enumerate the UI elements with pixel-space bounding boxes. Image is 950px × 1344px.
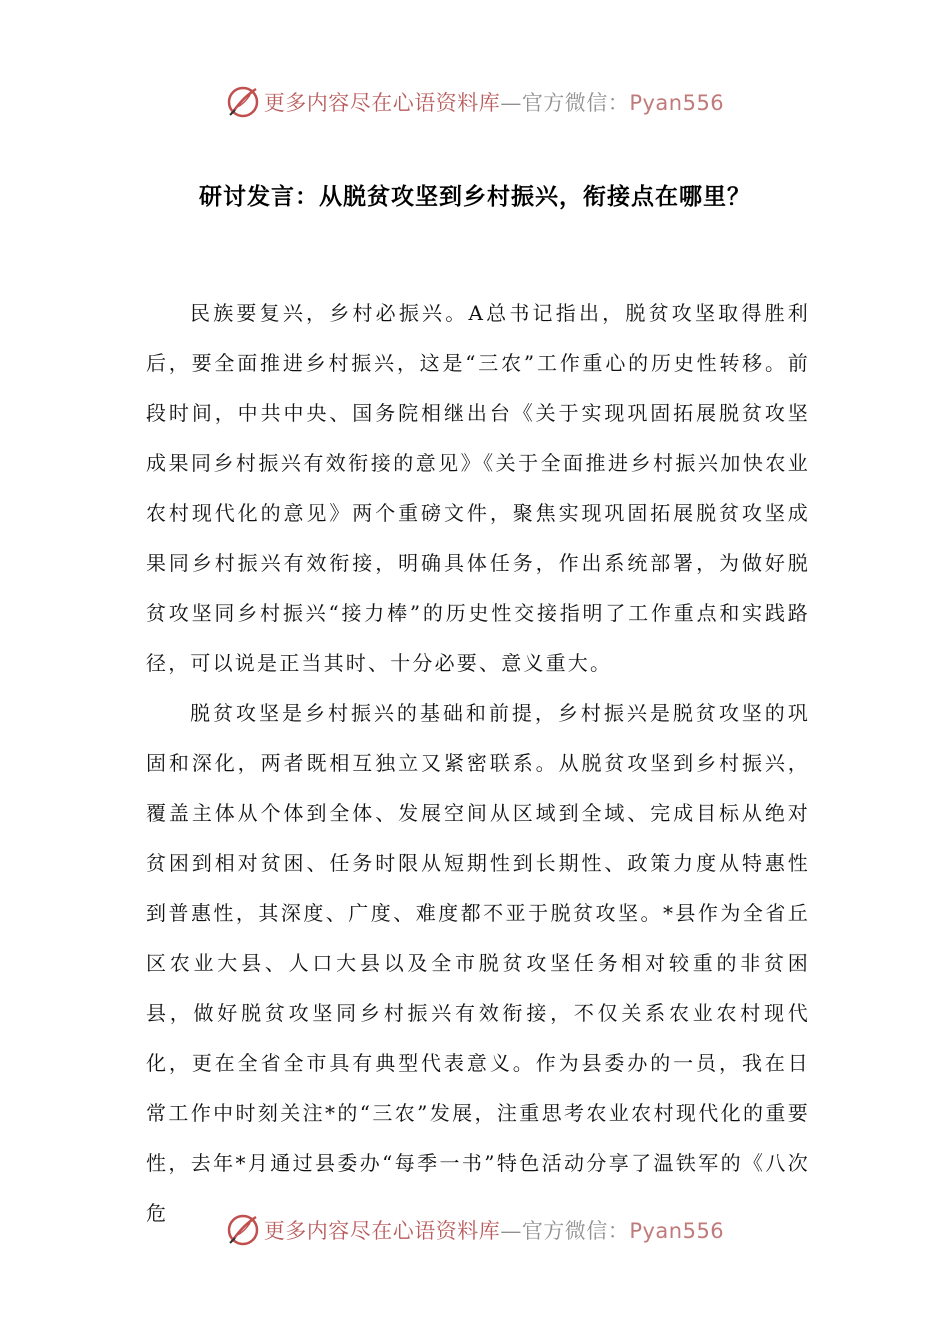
header-banner-wechat-id: Pyan556: [629, 91, 725, 115]
footer-banner-title: 更多内容尽在心语资料库: [263, 1219, 501, 1243]
document-body: [146, 288, 810, 1238]
footer-banner: [0, 1210, 950, 1250]
paragraph-2: 脱贫攻坚是乡村振兴的基础和前提，乡村振兴是脱贫攻坚的巩固和深化，两者既相互独立又紧密联系。从脱贫攻坚到乡村振兴，覆盖主体从个体到全体、发展空间从区域到全域、完成目标从绝对贫困到相对贫困、任务时限从短期性到长期性、政策力度从特惠性到普惠性，其深度、广度、难度都不亚于脱贫攻坚。*县作为全省丘区农业大县、人口大县以及全市脱贫攻坚任务相对较重的非贫困县，做好脱贫攻坚同乡村振兴有效衔接，不仅关系农业农村现代化，更在全省全市具有典型代表意义。作为县委办的一员，我在日常工作中时刻关注*的“三农”发展，注重思考农业农村现代化的重要性，去年*月通过县委办“每季一书”特色活动分享了温铁军的《八次危: [146, 701, 810, 1225]
header-banner: [0, 82, 950, 122]
header-banner-title: 更多内容尽在心语资料库: [263, 91, 501, 115]
header-banner-dash: —: [500, 91, 522, 115]
document-title: 研讨发言：从脱贫攻坚到乡村振兴，衔接点在哪里？: [199, 183, 751, 210]
header-banner-text: [264, 87, 724, 117]
footer-banner-text: [264, 1215, 724, 1245]
footer-banner-dash: —: [500, 1219, 522, 1243]
header-banner-label: 官方微信：: [521, 91, 630, 115]
paragraph-1: 民族要复兴，乡村必振兴。A总书记指出，脱贫攻坚取得胜利后，要全面推进乡村振兴，这是“三农”工作重心的历史性转移。前段时间，中共中央、国务院相继出台《关于实现巩固拓展脱贫攻坚成果同乡村振兴有效衔接的意见》《关于全面推进乡村振兴加快农业农村现代化的意见》两个重磅文件，聚焦实现巩固拓展脱贫攻坚成果同乡村振兴有效衔接，明确具体任务，作出系统部署，为做好脱贫攻坚同乡村振兴“接力棒”的历史性交接指明了工作重点和实践路径，可以说是正当其时、十分必要、意义重大。: [146, 301, 810, 675]
footer-banner-label: 官方微信：: [521, 1219, 630, 1243]
quill-logo-icon: [226, 1213, 260, 1247]
footer-banner-wechat-id: Pyan556: [629, 1219, 725, 1243]
quill-logo-icon: [226, 85, 260, 119]
